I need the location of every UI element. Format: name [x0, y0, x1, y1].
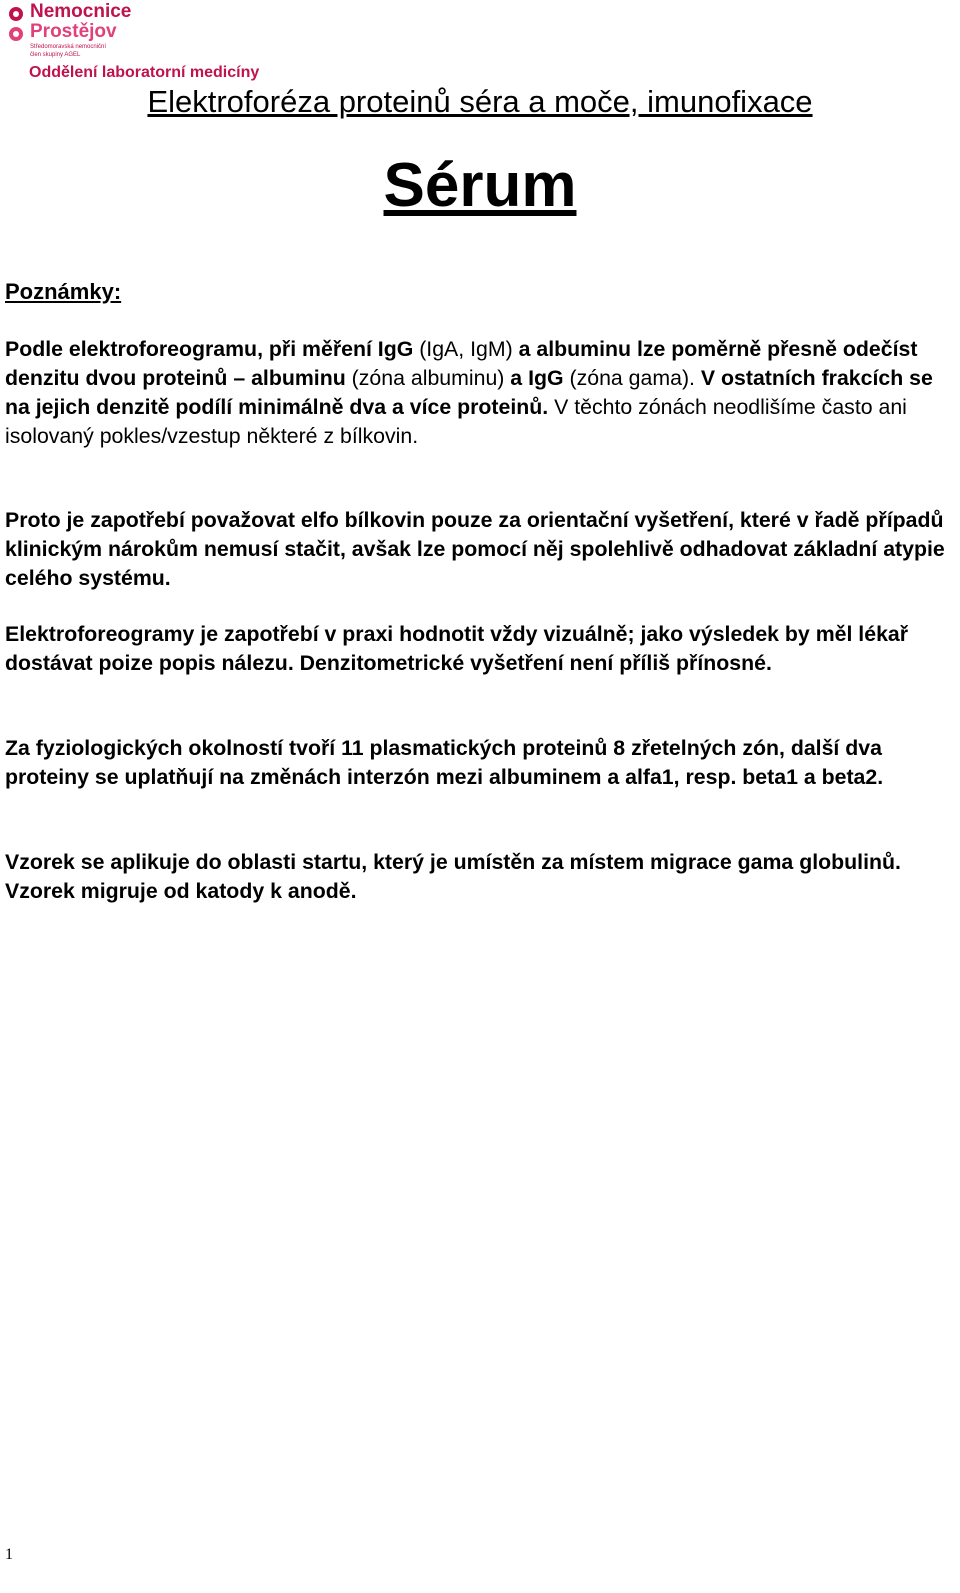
hospital-logo — [4, 2, 304, 84]
paragraph-4: Za fyziologických okolností tvoří 11 plasmatických proteinů 8 zřetelných zón, další dva proteiny se uplatňují na změnách interzón mezi albuminem a alfa1, resp. beta1 a beta2. — [5, 736, 884, 789]
hospital-emblem-icon — [6, 6, 28, 46]
paragraph-1-part: V těchto zónách neodlišíme často ani isolovaný pokles/vzestup některé z bílkovin. — [5, 395, 907, 448]
paragraph-1-part: (IgA, IgM) — [419, 337, 513, 361]
paragraph-1-part: (zóna albuminu) — [351, 366, 505, 390]
logo-name-line1: Nemocnice — [30, 1, 132, 22]
logo-department: Oddělení laboratorní medicíny — [29, 64, 260, 81]
paragraph-5: Vzorek se aplikuje do oblasti startu, který je umístěn za místem migrace gama globulinů. Vzorek migruje od katody k anodě. — [5, 850, 901, 903]
paragraph-1-part: (zóna gama). — [569, 366, 695, 390]
paragraph-1-part: Podle elektroforeogramu, při měření IgG — [5, 337, 420, 361]
logo-small-line1: Středomoravská nemocniční — [30, 44, 107, 50]
logo-name-line2: Prostějov — [30, 21, 117, 42]
paragraph-3: Elektroforeogramy je zapotřebí v praxi hodnotit vždy vizuálně; jako výsledek by měl lékař dostávat poize popis nálezu. Denzitometrické vyšetření není příliš přínosné. — [5, 622, 909, 675]
paragraph-1-part: a IgG — [504, 366, 570, 390]
paragraph-1-part: V ostatních frakcích se na jejich denzitě podílí minimálně dva a více proteinů. — [5, 366, 933, 419]
paragraph-1-part: a albuminu lze poměrně přesně odečíst denzitu dvou proteinů – albuminu — [5, 337, 918, 390]
notes-heading: Poznámky: — [5, 279, 122, 304]
logo-small-line2: člen skupiny AGEL — [30, 52, 81, 58]
document-title: Elektroforéza proteinů séra a moče, imunofixace — [147, 84, 813, 119]
paragraph-2: Proto je zapotřebí považovat elfo bílkovin pouze za orientační vyšetření, které v řadě případů klinickým nárokům nemusí stačit, avšak lze pomocí něj spolehlivě odhadovat základní atypie celého systému. — [5, 508, 945, 590]
page-number: 1 — [5, 1546, 13, 1563]
section-title: Sérum — [383, 151, 577, 220]
paragraph-1 — [5, 335, 947, 451]
